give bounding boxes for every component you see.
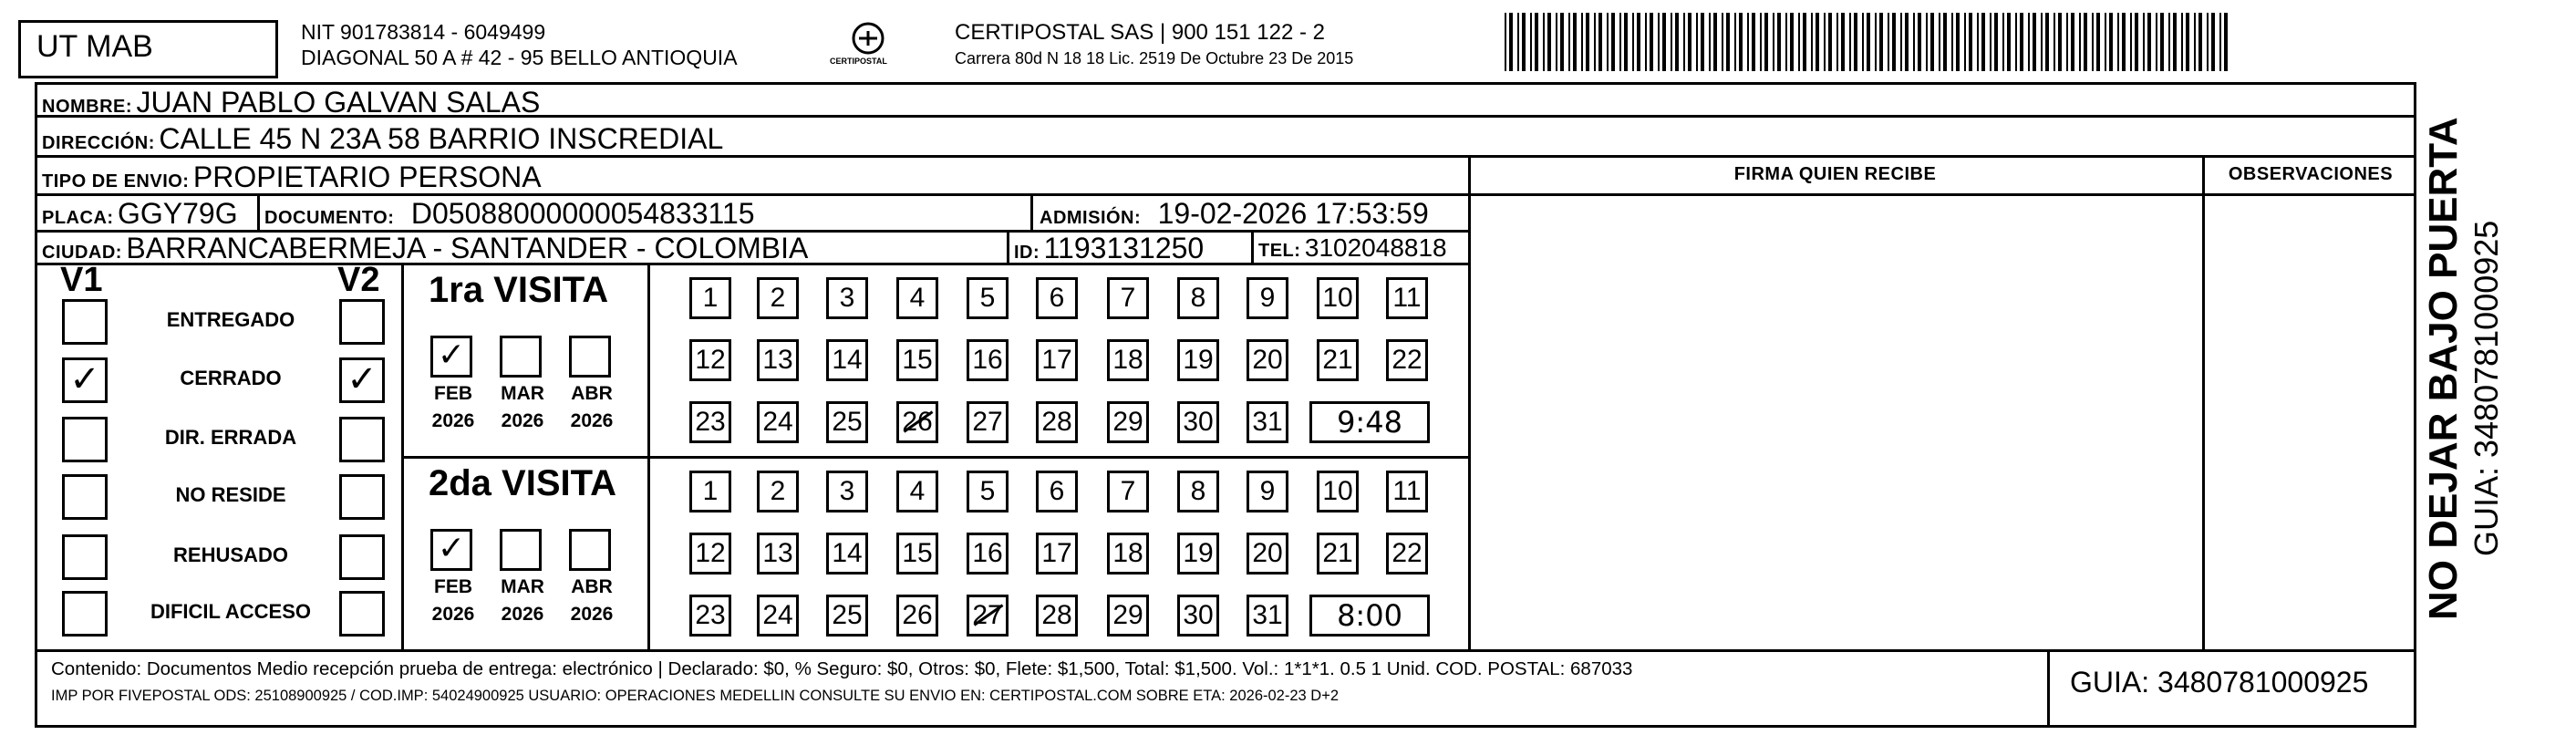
company-name: UT MAB: [36, 29, 153, 64]
day-box[interactable]: 23: [689, 401, 731, 443]
ciudad-label: CIUDAD:: [42, 243, 122, 263]
day-box[interactable]: 12: [689, 339, 731, 381]
day-box[interactable]: 31: [1247, 595, 1288, 637]
month-year-label: 2026: [431, 410, 475, 431]
direccion-value: CALLE 45 N 23A 58 BARRIO INSCREDIAL: [159, 122, 724, 155]
documento-value: D05088000000054833115: [410, 197, 755, 230]
footer-imp: IMP POR FIVEPOSTAL ODS: 25108900925 / COD.IMP: 54024900925 USUARIO: OPERACIONES MEDELLIN CONSULTE SU ENVIO EN: CERTIPOSTAL.COM SOBRE ETA: 2026-02-23 D+2: [51, 688, 1340, 704]
company-address: DIAGONAL 50 A # 42 - 95 BELLO ANTIOQUIA: [301, 46, 738, 69]
month-year-label: 2026: [431, 604, 475, 625]
day-box[interactable]: 15: [896, 339, 938, 381]
v2-checkbox[interactable]: [339, 591, 385, 637]
day-box[interactable]: 4: [896, 277, 938, 319]
side-warning: NO DEJAR BAJO PUERTA: [2421, 117, 2466, 620]
tel-label: TEL:: [1258, 241, 1301, 261]
v2-checkbox[interactable]: [339, 474, 385, 520]
footer-guia: GUIA: 3480781000925: [2070, 666, 2369, 699]
month-checkbox[interactable]: [569, 336, 611, 378]
day-box[interactable]: 30: [1177, 401, 1219, 443]
day-box[interactable]: 11: [1386, 471, 1428, 512]
day-box[interactable]: 3: [826, 277, 868, 319]
day-box[interactable]: 15: [896, 533, 938, 575]
status-option-label: REHUSADO: [173, 543, 288, 566]
day-box[interactable]: 29: [1107, 595, 1149, 637]
day-box[interactable]: 3: [826, 471, 868, 512]
day-box[interactable]: 9: [1247, 471, 1288, 512]
visit-time[interactable]: 8:00: [1309, 595, 1430, 637]
day-box[interactable]: 4: [896, 471, 938, 512]
nombre-label: NOMBRE:: [42, 97, 133, 117]
month-checkbox[interactable]: [500, 336, 542, 378]
observaciones-header: OBSERVACIONES: [2228, 164, 2394, 184]
day-box[interactable]: 17: [1036, 533, 1078, 575]
day-box[interactable]: 8: [1177, 277, 1219, 319]
day-box[interactable]: 7: [1107, 471, 1149, 512]
month-year-label: 2026: [570, 604, 614, 625]
placa-label: PLACA:: [42, 208, 114, 228]
month-label: ABR: [571, 383, 613, 404]
footer-contenido: Contenido: Documentos Medio recepción prueba de entrega: electrónico | Declarado: $0, % Seguro: $0, Otros: $0, Flete: $1,500, Total: $1,500. Vol.: 1*1*1. 0.5 1 Unid. COD. POSTAL: 687033: [51, 658, 1633, 679]
nombre-value: JUAN PABLO GALVAN SALAS: [136, 86, 541, 119]
logo-caption: CERTIPOSTAL: [830, 57, 887, 66]
status-option-label: NO RESIDE: [175, 483, 286, 506]
day-box[interactable]: 19: [1177, 533, 1219, 575]
day-box[interactable]: 24: [757, 595, 799, 637]
v2-checkbox[interactable]: [339, 534, 385, 580]
day-box[interactable]: 19: [1177, 339, 1219, 381]
v2-checkbox[interactable]: ✓: [339, 357, 385, 403]
day-box[interactable]: 28: [1036, 595, 1078, 637]
placa-value: GGY79G: [118, 197, 238, 230]
company-nit: NIT 901783814 - 6049499: [301, 20, 546, 44]
visit-time[interactable]: 9:48: [1309, 401, 1430, 443]
v1-label: V1: [60, 261, 103, 299]
day-box[interactable]: 20: [1247, 339, 1288, 381]
month-label: FEB: [434, 576, 472, 597]
day-box[interactable]: 29: [1107, 401, 1149, 443]
v2-checkbox[interactable]: [339, 299, 385, 345]
side-guia: GUIA: 3480781000925: [2467, 220, 2505, 556]
status-option-label: DIFICIL ACCESO: [150, 600, 311, 623]
day-box[interactable]: 28: [1036, 401, 1078, 443]
day-box[interactable]: 13: [757, 533, 799, 575]
day-box[interactable]: 16: [967, 339, 1009, 381]
documento-label: DOCUMENTO:: [264, 208, 395, 228]
certipostal-name: CERTIPOSTAL SAS | 900 151 122 - 2: [955, 20, 1325, 45]
day-box[interactable]: 31: [1247, 401, 1288, 443]
v1-checkbox[interactable]: [62, 299, 108, 345]
day-box-marked[interactable]: 27: [967, 595, 1009, 637]
day-box[interactable]: 2: [757, 471, 799, 512]
month-label: FEB: [434, 383, 472, 404]
day-box[interactable]: 5: [967, 471, 1009, 512]
day-box[interactable]: 8: [1177, 471, 1219, 512]
admision-value: 19-02-2026 17:53:59: [1157, 197, 1429, 230]
day-box[interactable]: 10: [1317, 471, 1359, 512]
v2-checkbox[interactable]: [339, 417, 385, 462]
day-box[interactable]: 1: [689, 471, 731, 512]
day-box[interactable]: 9: [1247, 277, 1288, 319]
day-box-marked[interactable]: 26: [896, 401, 938, 443]
month-year-label: 2026: [570, 410, 614, 431]
day-box[interactable]: 22: [1386, 533, 1428, 575]
status-option-label: CERRADO: [180, 367, 282, 389]
day-box[interactable]: 11: [1386, 277, 1428, 319]
id-value: 1193131250: [1043, 232, 1205, 264]
day-box[interactable]: 24: [757, 401, 799, 443]
day-box[interactable]: 13: [757, 339, 799, 381]
tel-value: 3102048818: [1304, 233, 1447, 262]
day-box[interactable]: 21: [1317, 533, 1359, 575]
firma-header: FIRMA QUIEN RECIBE: [1733, 164, 1937, 184]
barcode: [1505, 13, 2234, 71]
day-box[interactable]: 20: [1247, 533, 1288, 575]
day-strike-mark: [904, 410, 934, 432]
month-checkbox[interactable]: ✓: [430, 336, 472, 378]
month-checkbox[interactable]: ✓: [430, 529, 472, 571]
day-box[interactable]: 10: [1317, 277, 1359, 319]
day-box[interactable]: 18: [1107, 339, 1149, 381]
ciudad-value: BARRANCABERMEJA - SANTANDER - COLOMBIA: [126, 232, 809, 264]
month-year-label: 2026: [501, 410, 544, 431]
visit-title: 2da VISITA: [429, 463, 616, 503]
month-label: MAR: [501, 576, 544, 597]
admision-label: ADMISIÓN:: [1040, 208, 1142, 228]
day-box[interactable]: 17: [1036, 339, 1078, 381]
v1-checkbox[interactable]: [62, 534, 108, 580]
tipo-envio-value: PROPIETARIO PERSONA: [192, 160, 542, 193]
day-box[interactable]: 7: [1107, 277, 1149, 319]
month-label: ABR: [571, 576, 613, 597]
day-box[interactable]: 21: [1317, 339, 1359, 381]
v1-checkbox[interactable]: [62, 474, 108, 520]
status-option-label: DIR. ERRADA: [164, 426, 297, 449]
day-box[interactable]: 25: [826, 595, 868, 637]
v1-checkbox[interactable]: [62, 591, 108, 637]
tipo-envio-label: TIPO DE ENVIO:: [42, 171, 190, 192]
day-box[interactable]: 6: [1036, 277, 1078, 319]
id-label: ID:: [1014, 243, 1040, 263]
day-box[interactable]: 12: [689, 533, 731, 575]
month-label: MAR: [501, 383, 544, 404]
day-box[interactable]: 2: [757, 277, 799, 319]
month-checkbox[interactable]: [500, 529, 542, 571]
status-option-label: ENTREGADO: [166, 308, 295, 331]
v1-checkbox[interactable]: ✓: [62, 357, 108, 403]
day-box[interactable]: 6: [1036, 471, 1078, 512]
direccion-label: DIRECCIÓN:: [42, 133, 155, 153]
month-checkbox[interactable]: [569, 529, 611, 571]
day-box[interactable]: 23: [689, 595, 731, 637]
day-box[interactable]: 30: [1177, 595, 1219, 637]
day-box[interactable]: 25: [826, 401, 868, 443]
day-strike-mark: [974, 604, 1004, 626]
v2-label: V2: [337, 261, 380, 299]
visit-title: 1ra VISITA: [429, 270, 609, 310]
day-box[interactable]: 22: [1386, 339, 1428, 381]
day-box[interactable]: 26: [896, 595, 938, 637]
day-box[interactable]: 1: [689, 277, 731, 319]
v1-checkbox[interactable]: [62, 417, 108, 462]
day-box[interactable]: 14: [826, 339, 868, 381]
day-box[interactable]: 14: [826, 533, 868, 575]
day-box[interactable]: 5: [967, 277, 1009, 319]
certipostal-license: Carrera 80d N 18 18 Lic. 2519 De Octubre 23 De 2015: [955, 49, 1354, 67]
month-year-label: 2026: [501, 604, 544, 625]
day-box[interactable]: 18: [1107, 533, 1149, 575]
day-box[interactable]: 27: [967, 401, 1009, 443]
day-box[interactable]: 16: [967, 533, 1009, 575]
